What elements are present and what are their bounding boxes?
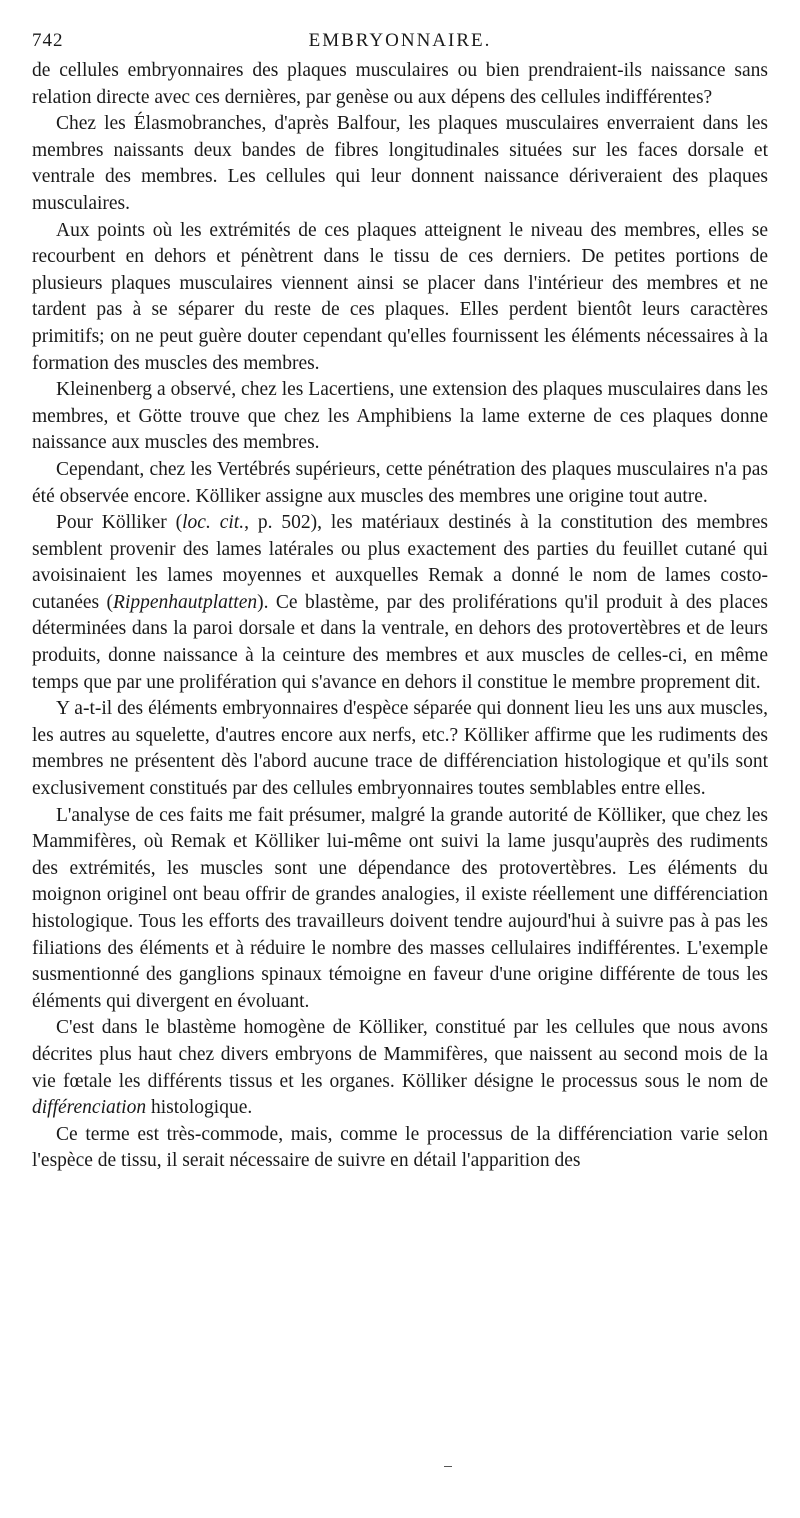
paragraph: [32, 377, 768, 457]
paragraph-text: L'analyse de ces faits me fait présumer, malgré la grande autorité de Kölliker, que chez les Mammifères, où Remak et Kölliker lui-même ont suivi la lame jusqu'auprès des rudiments des extrémités, les muscles sont une dépendance des protovertèbres. Les éléments du moignon originel ont beau offrir de grandes analogies, il existe réellement une différenciation histologique. Tous les efforts des travailleurs doivent tendre aujourd'hui à suivre pas à pas les filiations des éléments et à réduire le nombre des masses cellulaires indifférentes. L'exemple susmentionné des ganglions spinaux témoigne en faveur d'une origine différente de tous les éléments qui divergent en évoluant.: [32, 804, 768, 1012]
paragraph: [32, 803, 768, 1016]
paragraph: [32, 457, 768, 510]
paragraph-text: Chez les Élasmobranches, d'après Balfour, les plaques musculaires enverraient dans les membres naissants deux bandes de fibres longitudinales situées sur les faces dorsale et ventrale des membres. Les cellules qui leur donnent naissance dériveraient des plaques musculaires.: [32, 113, 768, 214]
body-text: [32, 58, 768, 1175]
paragraph-text: Pour Kölliker (: [56, 512, 183, 534]
paragraph: [32, 1015, 768, 1121]
paragraph-text: , p. 502), les matériaux destinés à la constitution des membres semblent provenir des lames latérales ou plus exactement des parties du feuillet cutané qui avoisinaient les lames moyennes et auxquelles Remak a donné le nom de lames costo-cutanées (: [32, 512, 768, 613]
book-page: [32, 30, 768, 1175]
paragraph: [32, 1122, 768, 1175]
italic-text: loc. cit.: [182, 512, 245, 534]
paragraph-text: Y a-t-il des éléments embryonnaires d'espèce séparée qui donnent lieu les uns aux muscles, les autres au squelette, d'autres encore aux nerfs, etc.? Kölliker affirme que les rudiments des membres ne présentent dès l'abord aucune trace de différenciation histologique et qu'ils sont exclusivement constitués par des cellules embryonnaires toutes semblables entre elles.: [32, 698, 768, 800]
italic-text: Rippenhautplatten: [113, 591, 258, 613]
paragraph: [32, 218, 768, 378]
paragraph-text: de cellules embryonnaires des plaques musculaires ou bien prendraient-ils naissance sans relation directe avec ces dernières, par genèse ou aux dépens des cellules indifférentes?: [32, 60, 768, 108]
running-title: EMBRYONNAIRE.: [308, 30, 492, 51]
italic-text: différenciation: [32, 1097, 147, 1119]
paragraph: [32, 111, 768, 217]
paragraph: [32, 510, 768, 696]
paragraph-text: histologique.: [146, 1097, 253, 1119]
paragraph-text: ). Ce blastème, par des proliférations qu'il produit à des places déterminées dans la paroi dorsale et dans la ventrale, en dehors des protovertèbres et de leurs produits, donne naissance à la ceinture des membres et aux muscles de celles-ci, en même temps que par une prolifération qui s'avance en dehors il constitue le membre proprement dit.: [32, 591, 769, 693]
paragraph: [32, 696, 768, 802]
paragraph-text: C'est dans le blastème homogène de Kölliker, constitué par les cellules que nous avons décrites plus haut chez divers embryons de Mammifères, que naissent au second mois de la vie fœtale les différents tissus et les organes. Kölliker désigne le processus sous le nom de: [32, 1017, 768, 1092]
paragraph-text: Kleinenberg a observé, chez les Lacertiens, une extension des plaques musculaires dans les membres, et Götte trouve que chez les Amphibiens la lame externe de ces plaques donne naissance aux muscles des membres.: [32, 379, 768, 454]
paragraph: [32, 58, 768, 111]
paragraph-text: Aux points où les extrémités de ces plaques atteignent le niveau des membres, elles se recourbent en dehors et pénètrent dans le tissu de ces derniers. De petites portions de plusieurs plaques musculaires viennent ainsi se placer dans l'intérieur des membres et ne tardent pas à se séparer du reste de ces plaques. Elles perdent bientôt leurs caractères primitifs; on ne peut guère douter cependant qu'elles fournissent les éléments nécessaires à la formation des muscles des membres.: [32, 219, 768, 374]
running-head: [32, 30, 768, 58]
footer-mark: [444, 1466, 452, 1467]
page-number: 742: [32, 30, 64, 51]
paragraph-text: Cependant, chez les Vertébrés supérieurs, cette pénétration des plaques musculaires n'a pas été observée encore. Kölliker assigne aux muscles des membres une origine tout autre.: [32, 458, 768, 507]
paragraph-text: Ce terme est très-commode, mais, comme le processus de la différenciation varie selon l'espèce de tissu, il serait nécessaire de suivre en détail l'apparition des: [32, 1123, 768, 1172]
